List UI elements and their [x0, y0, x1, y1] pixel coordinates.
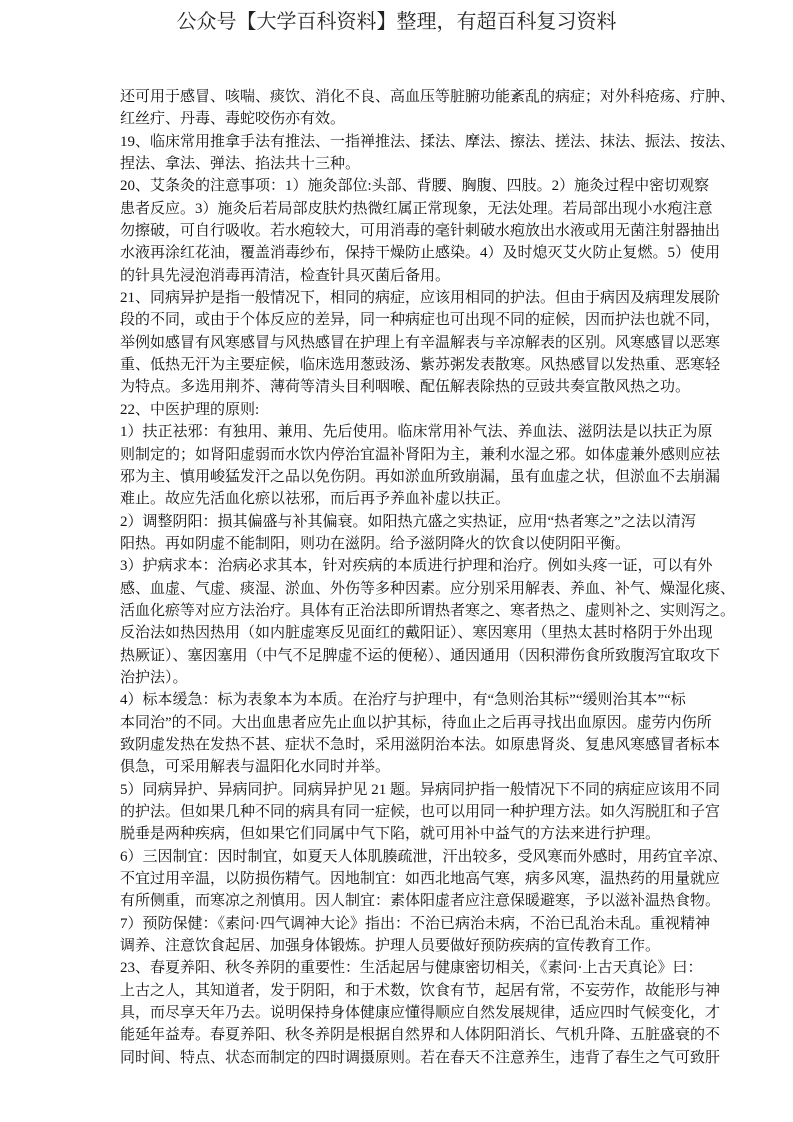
text-line: 的护法。但如果几种不同的病具有同一症候，也可以用同一种护理方法。如久泻脱肛和子宫 — [120, 804, 721, 820]
text-line: 同时间、特点、状态而制定的四时调摄原则。若在春天不注意养生，违背了春生之气可致肝 — [120, 1049, 721, 1066]
text-line: 俱急，可采用解表与温阳化水同时并举。 — [120, 759, 391, 776]
text-line: 22、中医护理的原则: — [120, 401, 260, 418]
text-line: 邪为主、慎用峻猛发汗之品以免伤阴。再如淤血所致崩漏，虽有血虚之状，但淤血不去崩漏 — [120, 468, 721, 485]
text-line: 则制定的；如肾阳虚弱而水饮内停治宜温补肾阳为主，兼利水湿之邪。如体虚兼外感则应祛 — [120, 446, 721, 463]
text-line: 致阴虚发热在发热不甚、症状不急时，采用滋阴治本法。如原患肾炎、复患风寒感冒者标本 — [120, 736, 721, 753]
text-line: 红丝疔、丹毒、毒蛇咬伤亦有效。 — [120, 111, 346, 128]
text-line: 上古之人，其知道者，发于阴阳，和于术数，饮食有节，起居有常，不妄劳作，故能形与神 — [120, 982, 721, 999]
text-line: 活血化瘀等对应方法治疗。具体有正治法即所谓热者寒之、寒者热之、虚则补之、实则泻之。 — [120, 602, 736, 619]
text-line: 5）同病异护、异病同护。同病异护见 21 题。异病同护指一般情况下不同的病症应该用不同 — [120, 781, 721, 798]
text-line: 19、临床常用推拿手法有推法、一指禅推法、揉法、摩法、擦法、搓法、抹法、振法、按法、 — [120, 133, 736, 150]
text-line: 反治法如热因热用（如内脏虚寒反见面红的戴阳证）、寒因寒用（里热太甚时格阴于外出现 — [120, 625, 713, 642]
text-line: 能延年益寿。春夏养阳、秋冬养阴是根据自然界和人体阴阳消长、气机升降、五脏盛衰的不 — [120, 1027, 721, 1044]
text-line: 2）调整阴阳：损其偏盛与补其偏衰。如阳热亢盛之实热证，应用“热者寒之”之法以清泻 — [120, 513, 696, 530]
text-line: 的针具先浸泡消毒再清洁，检查针具灭菌后备用。 — [120, 267, 451, 284]
text-line: 不宜过用辛温，以防损伤精气。因地制宜：如西北地高气寒，病多风寒，温热药的用量就应 — [120, 871, 721, 888]
text-line: 治护法）。 — [120, 669, 188, 686]
text-line: 重、低热无汗为主要症候，临床选用葱豉汤、紫苏粥发表散寒。风热感冒以发热重、恶寒轻 — [120, 357, 721, 374]
text-line: 捏法、拿法、弹法、掐法共十三种。 — [120, 156, 361, 173]
text-line: 6）三因制宜：因时制宜，如夏天人体肌腠疏泄，汗出较多，受风寒而外感时，用药宜辛凉、 — [120, 848, 728, 865]
text-line: 7）预防保健：《素问·四气调神大论》指出：不治已病治未病，不治已乱治未乱。重视精神 — [120, 915, 710, 932]
text-line: 为特点。多选用荆芥、薄荷等清头目利咽喉、配伍解表除热的豆豉共奏宣散风热之功。 — [120, 379, 691, 396]
text-line: 脱垂是两种疾病，但如果它们同属中气下陷，就可用补中益气的方法来进行护理。 — [120, 826, 661, 843]
text-line: 4）标本缓急：标为表象本为本质。在治疗与护理中，有“急则治其标”“缓则治其本”“标 — [120, 692, 686, 709]
text-line: 感、血虚、气虚、痰湿、淤血、外伤等多种因素。应分别采用解表、养血、补气、燥湿化痰、 — [120, 580, 736, 597]
text-line: 1）扶正祛邪：有独用、兼用、先后使用。临床常用补气法、养血法、滋阴法是以扶正为原 — [120, 424, 713, 441]
text-line: 20、艾条灸的注意事项：1）施灸部位:头部、背腰、胸腹、四肢。2）施灸过程中密切观察 — [120, 178, 710, 195]
text-line: 难止。故应先活血化瘀以祛邪，而后再予养血补虚以扶正。 — [120, 491, 511, 508]
text-line: 本同治”的不同。大出血患者应先止血以护其标，待血止之后再寻找出血原因。虚劳内伤所 — [120, 714, 712, 731]
text-line: 热厥证）、塞因塞用（中气不足脾虚不运的便秘）、通因通用（因积滞伤食所致腹泻宜取攻下 — [120, 647, 721, 664]
page-header: 公众号【大学百科资料】整理，有超百科复习资料 — [176, 11, 617, 33]
text-line: 举例如感冒有风寒感冒与风热感冒在护理上有辛温解表与辛凉解表的区别。风寒感冒以恶寒 — [120, 334, 721, 351]
text-line: 阳热。再如阴虚不能制阳，则功在滋阴。给予滋阴降火的饮食以使阴阳平衡。 — [120, 535, 631, 552]
text-line: 勿擦破，可自行吸收。若水疱较大，可用消毒的毫针刺破水疱放出水液或用无菌注射器抽出 — [120, 223, 721, 240]
text-line: 21、同病异护是指一般情况下，相同的病症，应该用相同的护法。但由于病因及病理发展阶 — [120, 290, 721, 307]
text-line: 23、春夏养阳、秋冬养阴的重要性：生活起居与健康密切相关，《素问·上古天真论》曰： — [120, 960, 703, 977]
text-line: 有所侧重，而寒凉之剂慎用。因人制宜：素体阳虚者应注意保暖避寒，予以滋补温热食物。 — [120, 893, 721, 910]
text-line: 还可用于感冒、咳喘、痰饮、消化不良、高血压等脏腑功能紊乱的病症；对外科疮疡、疔肿、 — [120, 89, 736, 105]
text-line: 段的不同，或由于个体反应的差异，同一种病症也可出现不同的症候，因而护法也就不同， — [120, 312, 721, 329]
text-line: 患者反应。3）施灸后若局部皮肤灼热微红属正常现象，无法处理。若局部出现小水疱注意 — [120, 200, 713, 217]
text-line: 3）护病求本：治病必求其本，针对疾病的本质进行护理和治疗。例如头疼一证，可以有外 — [120, 558, 713, 575]
document-body — [120, 86, 736, 1069]
text-line: 具，而尽享天年乃去。说明保持身体健康应懂得顺应自然发展规律，适应四时气候变化，才 — [120, 1005, 721, 1022]
text-line: 水液再涂红花油，覆盖消毒纱布，保持干燥防止感染。4）及时熄灭艾火防止复燃。5）使用 — [120, 245, 721, 262]
text-line: 调养、注意饮食起居、加强身体锻炼。护理人员要做好预防疾病的宣传教育工作。 — [120, 938, 661, 955]
